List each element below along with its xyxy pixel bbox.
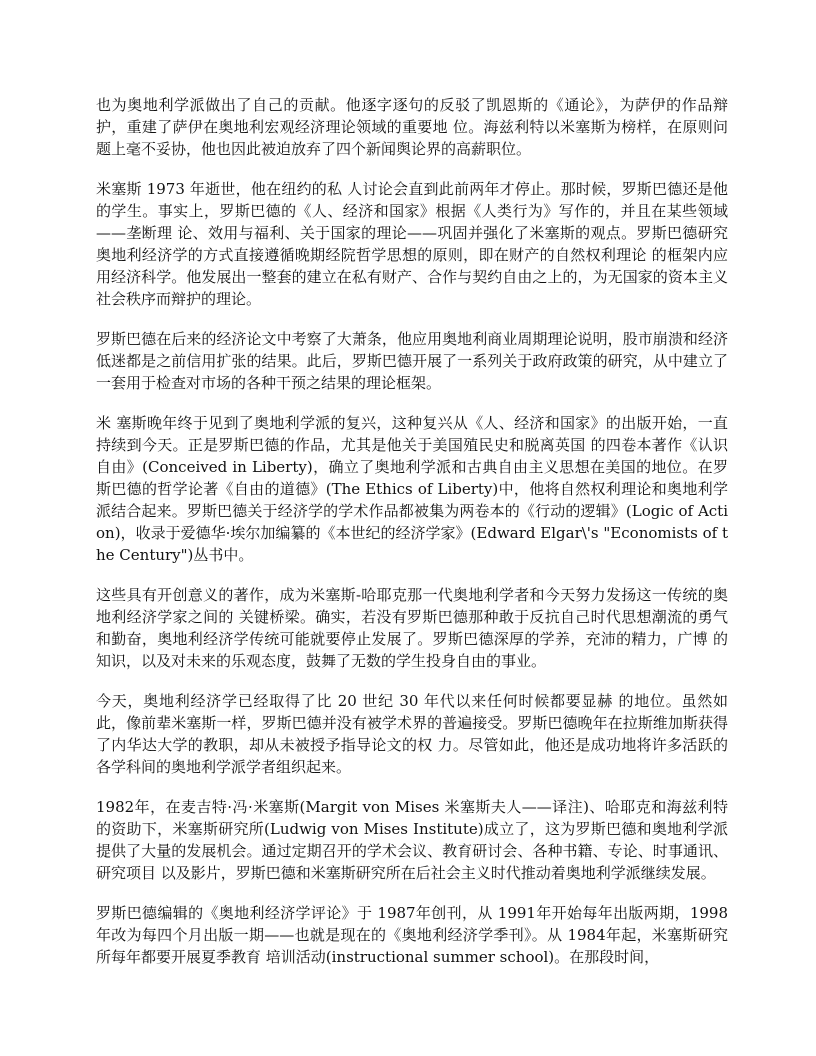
paragraph-3: 罗斯巴德在后来的经济论文中考察了大萧条，他应用奥地利商业周期理论说明，股市崩溃和经济低迷都是之前信用扩张的结果。此后，罗斯巴德开展了一系列关于政府政策的研究，从中建立了一套用于检查对市场的各种干预之结果的理论框架。 <box>96 330 728 392</box>
paragraph-7: 1982年，在麦吉特·冯·米塞斯(Margit von Mises 米塞斯夫人——译注)、哈耶克和海兹利特的资助下，米塞斯研究所(Ludwig von Mises Institute)成立了，这为罗斯巴德和奥地利学派提供了大量的发展机会。通过定期召开的学术会议、教育研讨会、各种书籍、专论、时事通讯、研究项目 以及影片，罗斯巴德和米塞斯研究所在后社会主义时代推动着奥地利学派继续发展。 <box>96 798 728 882</box>
paragraph-4: 米 塞斯晚年终于见到了奥地利学派的复兴，这种复兴从《人、经济和国家》的出版开始，一直持续到今天。正是罗斯巴德的作品，尤其是他关于美国殖民史和脱离英国 的四卷本著作《认识自由》(Conceived in Liberty)，确立了奥地利学派和古典自由主义思想在美国的地位。在罗斯巴德的哲学论著《自由的道德》(The Ethics of Liberty)中，他将自然权利理论和奥地利学派结合起来。罗斯巴德关于经济学的学术作品都被集为两卷本的《行动的逻辑》(Logic of Action)，收录于爱德华·埃尔加编纂的《本世纪的经济学家》(Edward Elgar\'s "Economists of the Century")丛书中。 <box>96 414 728 564</box>
paragraph-8: 罗斯巴德编辑的《奥地利经济学评论》于 1987年创刊，从 1991年开始每年出版两期，1998年改为每四个月出版一期——也就是现在的《奥地利经济学季刊》。从 1984年起，米塞斯研究所每年都要开展夏季教育 培训活动(instructional summer school)。在那段时间， <box>96 904 728 966</box>
paragraph-6: 今天，奥地利经济学已经取得了比 20 世纪 30 年代以来任何时候都要显赫 的地位。虽然如此，像前辈米塞斯一样，罗斯巴德并没有被学术界的普遍接受。罗斯巴德晚年在拉斯维加斯获得了内华达大学的教职，却从未被授予指导论文的权 力。尽管如此，他还是成功地将许多活跃的各学科间的奥地利学派学者组织起来。 <box>96 692 728 776</box>
paragraph-2: 米塞斯 1973 年逝世，他在纽约的私 人讨论会直到此前两年才停止。那时候，罗斯巴德还是他的学生。事实上，罗斯巴德的《人、经济和国家》根据《人类行为》写作的，并且在某些领域——垄断理 论、效用与福利、关于国家的理论——巩固并强化了米塞斯的观点。罗斯巴德研究奥地利经济学的方式直接遵循晚期经院哲学思想的原则，即在财产的自然权利理论 的框架内应用经济科学。他发展出一整套的建立在私有财产、合作与契约自由之上的，为无国家的资本主义社会秩序而辩护的理论。 <box>96 180 728 308</box>
paragraph-1: 也为奥地利学派做出了自己的贡献。他逐字逐句的反驳了凯恩斯的《通论》，为萨伊的作品辩护，重建了萨伊在奥地利宏观经济理论领域的重要地 位。海兹利特以米塞斯为榜样，在原则问题上毫不妥协，他也因此被迫放弃了四个新闻舆论界的高薪职位。 <box>96 96 728 158</box>
paragraph-5: 这些具有开创意义的著作，成为米塞斯-哈耶克那一代奥地利学者和今天努力发扬这一传统的奥地利经济学家之间的 关键桥梁。确实，若没有罗斯巴德那种敢于反抗自己时代思想潮流的勇气和勤奋，奥地利经济学传统可能就要停止发展了。罗斯巴德深厚的学养，充沛的精力，广博 的知识，以及对未来的乐观态度，鼓舞了无数的学生投身自由的事业。 <box>96 586 728 670</box>
document-page <box>96 94 728 968</box>
